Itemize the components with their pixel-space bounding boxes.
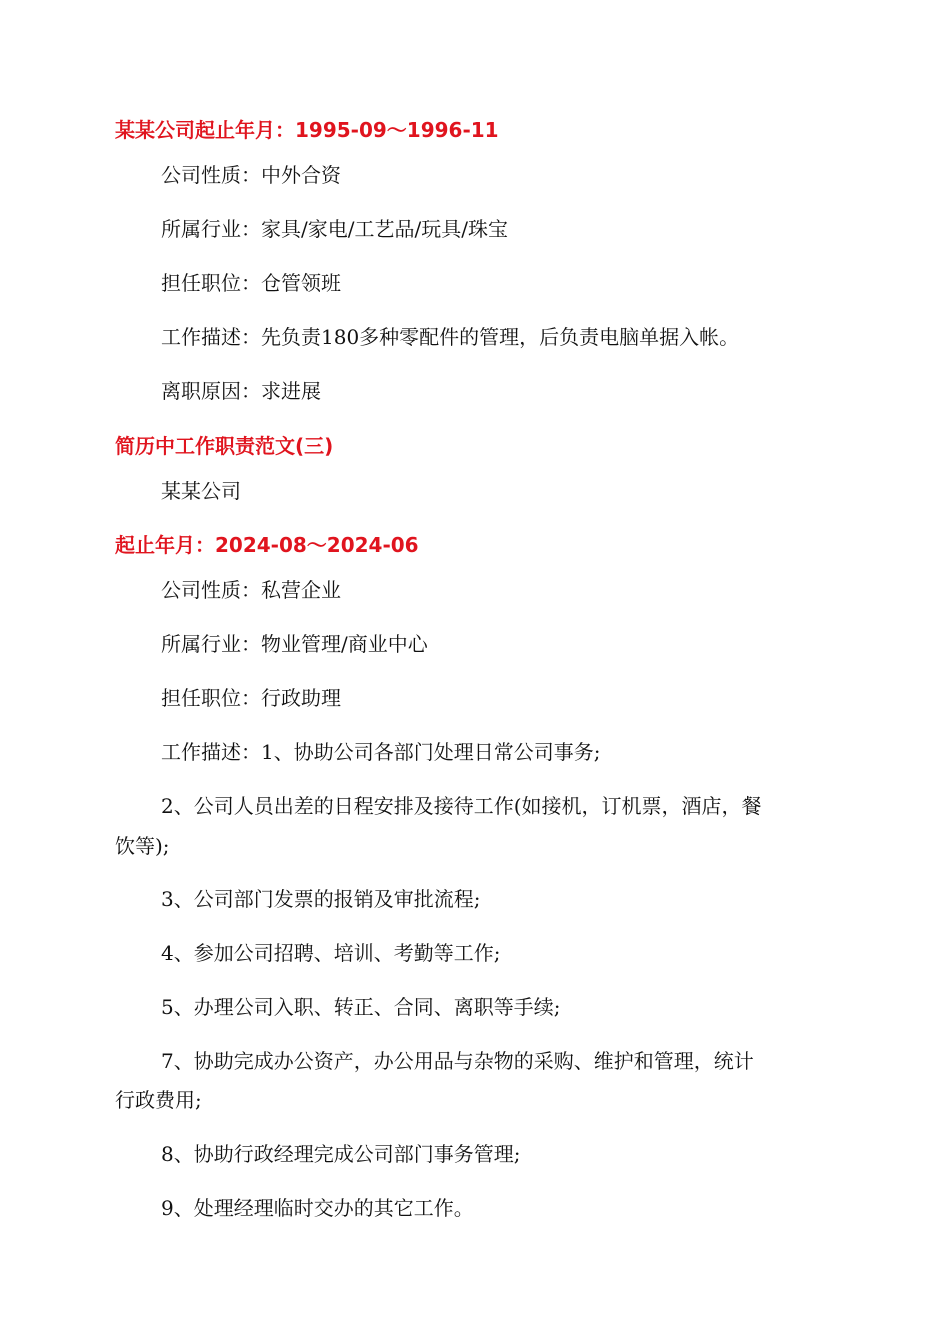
duty-item: 9、处理经理临时交办的其它工作。 xyxy=(161,1196,474,1220)
company-name: 某某公司 xyxy=(161,479,241,503)
industry: 所属行业：物业管理/商业中心 xyxy=(161,632,428,656)
position: 担任职位：仓管领班 xyxy=(161,271,341,295)
section-title: 简历中工作职责范文(三) xyxy=(115,434,334,458)
duty-item-continuation: 行政费用; xyxy=(115,1088,202,1112)
duty-item: 8、协助行政经理完成公司部门事务管理; xyxy=(161,1142,521,1166)
duty-item: 2、公司人员出差的日程安排及接待工作(如接机，订机票，酒店，餐 xyxy=(161,794,762,818)
section-heading-company-period: 某某公司起止年月：1995-09～1996-11 xyxy=(115,118,499,142)
section-heading-period: 起止年月：2024-08～2024-06 xyxy=(115,533,419,557)
duty-item: 3、公司部门发票的报销及审批流程; xyxy=(161,887,481,911)
duty-item: 4、参加公司招聘、培训、考勤等工作; xyxy=(161,941,501,965)
company-nature: 公司性质：中外合资 xyxy=(161,163,341,187)
duty-item: 5、办理公司入职、转正、合同、离职等手续; xyxy=(161,995,561,1019)
duty-item-continuation: 饮等); xyxy=(115,834,170,858)
duty-item: 7、协助完成办公资产，办公用品与杂物的采购、维护和管理，统计 xyxy=(161,1049,754,1073)
industry: 所属行业：家具/家电/工艺品/玩具/珠宝 xyxy=(161,217,508,241)
job-description-intro: 工作描述：1、协助公司各部门处理日常公司事务; xyxy=(161,740,601,764)
company-nature: 公司性质：私营企业 xyxy=(161,578,341,602)
position: 担任职位：行政助理 xyxy=(161,686,341,710)
job-description: 工作描述：先负责180多种零配件的管理，后负责电脑单据入帐。 xyxy=(161,325,740,349)
leave-reason: 离职原因：求进展 xyxy=(161,379,321,403)
